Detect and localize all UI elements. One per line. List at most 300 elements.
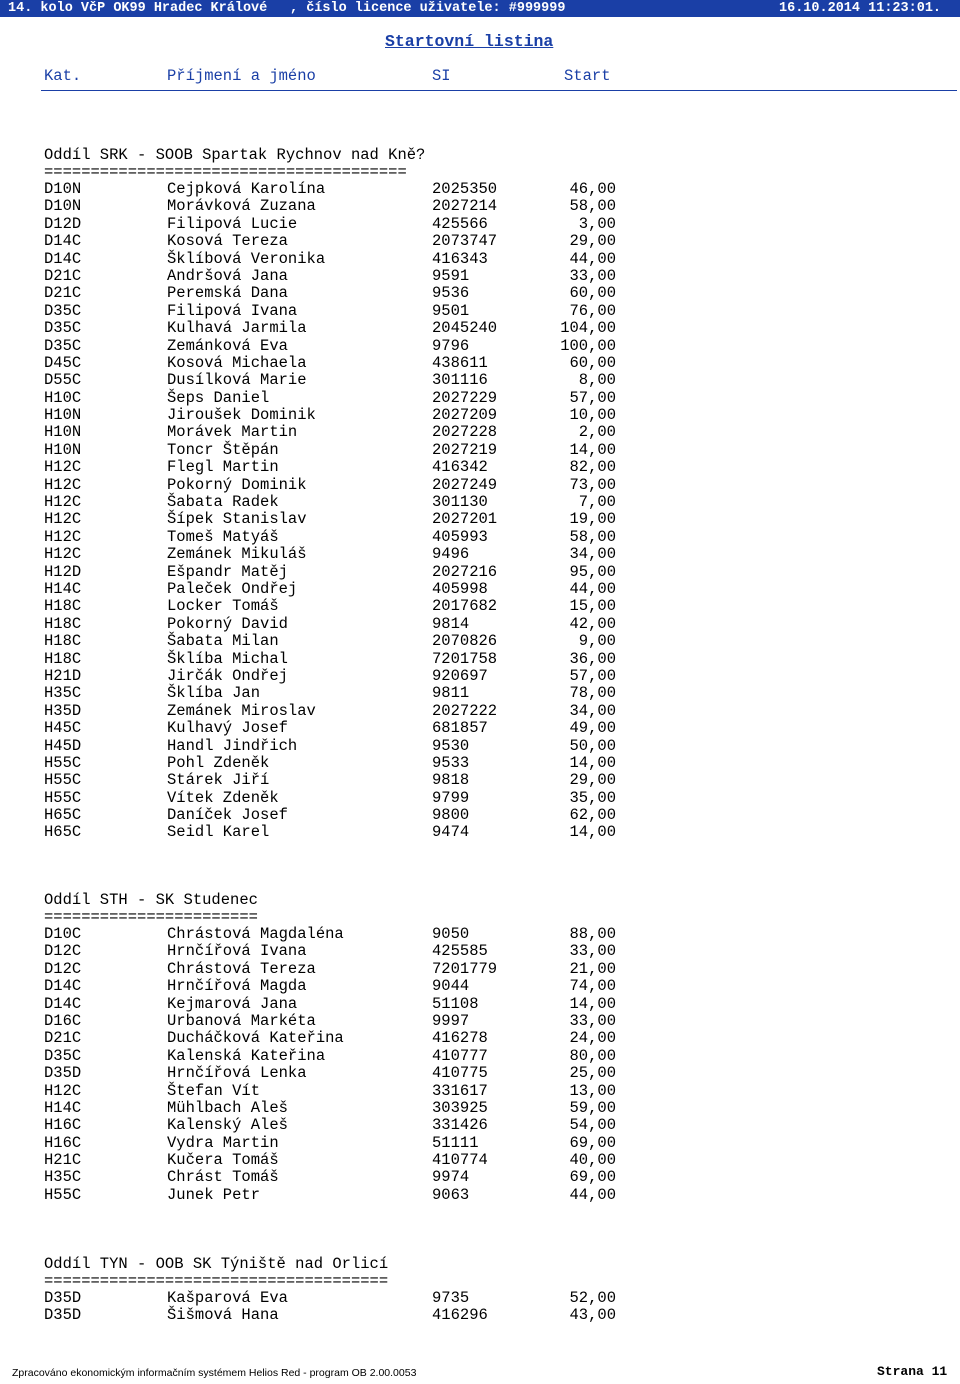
row-name: Kalenský Aleš <box>167 1116 288 1135</box>
row-start: 24,00 <box>569 1029 616 1048</box>
row-start: 14,00 <box>569 994 616 1013</box>
table-row <box>44 581 944 598</box>
section-rule: ======================================= <box>44 163 407 181</box>
table-row <box>44 755 944 772</box>
license-info: , číslo licence uživatele: #999999 <box>290 1 566 16</box>
header-divider <box>41 90 957 91</box>
row-start: 54,00 <box>569 1116 616 1135</box>
row-category: H35C <box>44 684 82 703</box>
footer-software-note: Zpracováno ekonomickým informačním systémem Helios Red - program OB 2.00.0053 <box>12 1367 417 1379</box>
row-si: 331426 <box>432 1116 488 1135</box>
row-start: 58,00 <box>569 197 616 216</box>
row-name: Tomeš Matyáš <box>167 527 279 546</box>
row-si: 2027214 <box>432 197 498 216</box>
table-row <box>44 372 944 389</box>
row-category: H14C <box>44 579 82 598</box>
row-category: D14C <box>44 249 82 268</box>
report-header-bar <box>0 0 960 17</box>
row-si: 410775 <box>432 1064 488 1083</box>
row-category: D55C <box>44 371 82 390</box>
table-row <box>44 1187 944 1204</box>
club-section <box>44 1256 944 1325</box>
table-row <box>44 320 944 337</box>
row-category: H12C <box>44 475 82 494</box>
row-start: 42,00 <box>569 614 616 633</box>
row-name: Vítek Zdeněk <box>167 788 279 807</box>
row-start: 60,00 <box>569 284 616 303</box>
row-name: Morávek Martin <box>167 423 298 442</box>
table-row <box>44 390 944 407</box>
row-name: Šišmová Hana <box>167 1306 279 1325</box>
row-si: 9591 <box>432 266 470 285</box>
table-row <box>44 546 944 563</box>
table-row <box>44 494 944 511</box>
row-category: D35D <box>44 1289 82 1307</box>
row-name: Paleček Ondřej <box>167 579 298 598</box>
row-category: H21D <box>44 666 82 685</box>
row-category: H55C <box>44 1185 82 1204</box>
row-start: 9,00 <box>578 632 616 651</box>
row-category: H45C <box>44 719 82 738</box>
row-name: Chrástová Tereza <box>167 959 316 978</box>
row-name: Chrástová Magdaléna <box>167 925 344 943</box>
row-si: 920697 <box>432 666 488 685</box>
row-start: 2,00 <box>578 423 616 442</box>
row-start: 82,00 <box>569 458 616 477</box>
row-name: Pohl Zdeněk <box>167 753 270 772</box>
row-category: D12D <box>44 214 82 233</box>
row-si: 2025350 <box>432 180 498 198</box>
club-section <box>44 147 944 842</box>
row-name: Šklíba Jan <box>167 684 261 703</box>
row-si: 303925 <box>432 1098 488 1117</box>
table-row <box>44 1065 944 1082</box>
table-row <box>44 1100 944 1117</box>
row-start: 36,00 <box>569 649 616 668</box>
page-number: Strana 11 <box>877 1364 948 1379</box>
row-name: Pokorný Dominik <box>167 475 307 494</box>
table-row <box>44 598 944 615</box>
row-start: 14,00 <box>569 753 616 772</box>
row-start: 57,00 <box>569 388 616 407</box>
row-category: H16C <box>44 1116 82 1135</box>
row-start: 60,00 <box>569 353 616 372</box>
row-si: 2027216 <box>432 562 498 581</box>
table-row <box>44 1135 944 1152</box>
row-category: H55C <box>44 771 82 790</box>
table-row <box>44 1013 944 1030</box>
row-name: Handl Jindřich <box>167 736 298 755</box>
row-name: Štefan Vít <box>167 1081 261 1100</box>
row-start: 69,00 <box>569 1133 616 1152</box>
row-si: 405993 <box>432 527 488 546</box>
row-category: D35D <box>44 1064 82 1083</box>
table-row <box>44 1048 944 1065</box>
row-name: Peremská Dana <box>167 284 288 303</box>
row-si: 9530 <box>432 736 470 755</box>
table-row <box>44 807 944 824</box>
row-si: 9063 <box>432 1185 470 1204</box>
table-row <box>44 303 944 320</box>
table-row <box>44 459 944 476</box>
row-name: Hrnčířová Ivana <box>167 942 307 961</box>
row-category: H12C <box>44 527 82 546</box>
row-si: 2017682 <box>432 597 498 616</box>
row-si: 9501 <box>432 301 470 320</box>
row-name: Ešpandr Matěj <box>167 562 288 581</box>
row-name: Vydra Martin <box>167 1133 279 1152</box>
row-si: 2045240 <box>432 319 498 338</box>
row-name: Kašparová Eva <box>167 1289 288 1307</box>
row-name: Kulhavá Jarmila <box>167 319 307 338</box>
table-row <box>44 564 944 581</box>
row-start: 62,00 <box>569 806 616 825</box>
row-name: Zemánek Miroslav <box>167 701 316 720</box>
row-category: D10C <box>44 925 82 943</box>
row-start: 43,00 <box>569 1306 616 1325</box>
row-si: 410774 <box>432 1151 488 1170</box>
row-start: 29,00 <box>569 232 616 251</box>
row-category: D16C <box>44 1011 82 1030</box>
row-si: 681857 <box>432 719 488 738</box>
table-row <box>44 407 944 424</box>
row-category: H18C <box>44 649 82 668</box>
table-row <box>44 198 944 215</box>
row-name: Cejpková Karolína <box>167 180 326 198</box>
row-start: 14,00 <box>569 823 616 842</box>
row-start: 33,00 <box>569 266 616 285</box>
column-header-category: Kat. <box>44 67 82 85</box>
row-si: 425585 <box>432 942 488 961</box>
row-category: H21C <box>44 1151 82 1170</box>
row-category: H35C <box>44 1168 82 1187</box>
table-row <box>44 285 944 302</box>
table-row <box>44 943 944 960</box>
row-name: Stárek Jiří <box>167 771 270 790</box>
row-si: 7201758 <box>432 649 498 668</box>
event-name: 14. kolo VčP OK99 Hradec Králové <box>8 1 268 16</box>
row-category: D12C <box>44 942 82 961</box>
table-row <box>44 355 944 372</box>
row-si: 331617 <box>432 1081 488 1100</box>
row-name: Kosová Tereza <box>167 232 288 251</box>
section-title: Oddíl SRK - SOOB Spartak Rychnov nad Kně? <box>44 146 426 164</box>
row-si: 9735 <box>432 1289 470 1307</box>
row-name: Šeps Daniel <box>167 388 270 407</box>
row-name: Dusílková Marie <box>167 371 307 390</box>
row-start: 104,00 <box>560 319 616 338</box>
row-name: Ducháčková Kateřina <box>167 1029 344 1048</box>
row-start: 13,00 <box>569 1081 616 1100</box>
row-name: Hrnčířová Lenka <box>167 1064 307 1083</box>
row-si: 301130 <box>432 493 488 512</box>
row-category: H12C <box>44 458 82 477</box>
row-name: Morávková Zuzana <box>167 197 316 216</box>
table-row <box>44 961 944 978</box>
table-row <box>44 996 944 1013</box>
row-category: D10N <box>44 197 82 216</box>
print-datetime: 16.10.2014 11:23:01. <box>779 1 942 16</box>
row-si: 9814 <box>432 614 470 633</box>
table-row <box>44 790 944 807</box>
row-category: D21C <box>44 266 82 285</box>
row-si: 7201779 <box>432 959 498 978</box>
row-start: 10,00 <box>569 406 616 425</box>
row-category: H18C <box>44 597 82 616</box>
row-si: 9474 <box>432 823 470 842</box>
row-name: Šabata Milan <box>167 632 279 651</box>
table-row <box>44 424 944 441</box>
row-si: 2027229 <box>432 388 498 407</box>
row-name: Toncr Štěpán <box>167 440 279 459</box>
page-title: Startovní listina <box>385 32 554 51</box>
column-header-si: SI <box>432 67 451 85</box>
row-category: H10N <box>44 406 82 425</box>
row-name: Locker Tomáš <box>167 597 279 616</box>
row-category: H18C <box>44 632 82 651</box>
row-name: Šklíbová Veronika <box>167 249 326 268</box>
row-category: D14C <box>44 977 82 996</box>
row-si: 9496 <box>432 545 470 564</box>
row-category: H12C <box>44 1081 82 1100</box>
table-row <box>44 651 944 668</box>
row-start: 88,00 <box>569 925 616 943</box>
row-start: 44,00 <box>569 249 616 268</box>
table-row <box>44 1030 944 1047</box>
row-si: 9050 <box>432 925 470 943</box>
row-name: Junek Petr <box>167 1185 261 1204</box>
row-name: Kučera Tomáš <box>167 1151 279 1170</box>
table-row <box>44 978 944 995</box>
row-name: Flegl Martin <box>167 458 279 477</box>
row-start: 40,00 <box>569 1151 616 1170</box>
row-si: 9811 <box>432 684 470 703</box>
row-si: 2027219 <box>432 440 498 459</box>
row-name: Zemánek Mikuláš <box>167 545 307 564</box>
row-name: Kejmarová Jana <box>167 994 298 1013</box>
table-row <box>44 1169 944 1186</box>
row-category: H12D <box>44 562 82 581</box>
row-name: Zemánková Eva <box>167 336 288 355</box>
row-si: 2027201 <box>432 510 498 529</box>
row-name: Šípek Stanislav <box>167 510 307 529</box>
row-si: 9796 <box>432 336 470 355</box>
row-name: Filipová Lucie <box>167 214 298 233</box>
row-start: 49,00 <box>569 719 616 738</box>
row-si: 51111 <box>432 1133 479 1152</box>
table-row <box>44 772 944 789</box>
table-row <box>44 703 944 720</box>
row-name: Urbanová Markéta <box>167 1011 316 1030</box>
row-category: D35C <box>44 1046 82 1065</box>
section-title: Oddíl STH - SK Studenec <box>44 891 258 909</box>
row-name: Chrást Tomáš <box>167 1168 279 1187</box>
row-category: H10C <box>44 388 82 407</box>
row-category: D10N <box>44 180 82 198</box>
section-rule: ======================= <box>44 908 258 926</box>
row-start: 25,00 <box>569 1064 616 1083</box>
row-start: 52,00 <box>569 1289 616 1307</box>
club-section <box>44 892 944 1204</box>
table-row <box>44 442 944 459</box>
row-category: H18C <box>44 614 82 633</box>
row-category: H12C <box>44 493 82 512</box>
row-si: 9044 <box>432 977 470 996</box>
row-si: 9799 <box>432 788 470 807</box>
row-start: 95,00 <box>569 562 616 581</box>
row-start: 34,00 <box>569 545 616 564</box>
table-row <box>44 926 944 943</box>
row-name: Kalenská Kateřina <box>167 1046 326 1065</box>
row-start: 76,00 <box>569 301 616 320</box>
row-si: 301116 <box>432 371 488 390</box>
table-row <box>44 1117 944 1134</box>
row-start: 21,00 <box>569 959 616 978</box>
row-name: Filipová Ivana <box>167 301 298 320</box>
row-name: Seidl Karel <box>167 823 270 842</box>
row-name: Kosová Michaela <box>167 353 307 372</box>
row-start: 59,00 <box>569 1098 616 1117</box>
row-si: 2027209 <box>432 406 498 425</box>
table-row <box>44 477 944 494</box>
table-row <box>44 251 944 268</box>
row-category: H10N <box>44 440 82 459</box>
row-category: H35D <box>44 701 82 720</box>
table-row <box>44 668 944 685</box>
row-start: 14,00 <box>569 440 616 459</box>
row-si: 416343 <box>432 249 488 268</box>
section-title: Oddíl TYN - OOB SK Týniště nad Orlicí <box>44 1255 389 1273</box>
row-start: 46,00 <box>569 180 616 198</box>
row-si: 2070826 <box>432 632 498 651</box>
row-si: 438611 <box>432 353 488 372</box>
row-category: D35C <box>44 319 82 338</box>
row-category: D45C <box>44 353 82 372</box>
table-row <box>44 1290 944 1307</box>
row-start: 7,00 <box>578 493 616 512</box>
row-start: 34,00 <box>569 701 616 720</box>
row-category: D35D <box>44 1306 82 1325</box>
row-category: H14C <box>44 1098 82 1117</box>
row-start: 100,00 <box>560 336 616 355</box>
column-header-name: Příjmení a jméno <box>167 67 316 85</box>
row-category: D35C <box>44 301 82 320</box>
row-start: 69,00 <box>569 1168 616 1187</box>
row-category: H55C <box>44 753 82 772</box>
table-row <box>44 633 944 650</box>
table-row <box>44 268 944 285</box>
row-si: 405998 <box>432 579 488 598</box>
row-si: 416278 <box>432 1029 488 1048</box>
section-rule: ===================================== <box>44 1272 389 1290</box>
table-row <box>44 338 944 355</box>
row-start: 78,00 <box>569 684 616 703</box>
table-row <box>44 720 944 737</box>
row-si: 9536 <box>432 284 470 303</box>
row-name: Mühlbach Aleš <box>167 1098 288 1117</box>
table-row <box>44 1083 944 1100</box>
row-name: Šabata Radek <box>167 493 279 512</box>
row-start: 33,00 <box>569 1011 616 1030</box>
row-name: Andršová Jana <box>167 266 288 285</box>
row-si: 416296 <box>432 1306 488 1325</box>
row-category: D14C <box>44 232 82 251</box>
row-start: 8,00 <box>578 371 616 390</box>
row-start: 15,00 <box>569 597 616 616</box>
row-start: 35,00 <box>569 788 616 807</box>
table-row <box>44 529 944 546</box>
row-name: Jirčák Ondřej <box>167 666 288 685</box>
row-name: Pokorný David <box>167 614 288 633</box>
row-si: 51108 <box>432 994 479 1013</box>
row-category: H65C <box>44 823 82 842</box>
table-row <box>44 616 944 633</box>
row-start: 74,00 <box>569 977 616 996</box>
row-si: 410777 <box>432 1046 488 1065</box>
row-category: H65C <box>44 806 82 825</box>
table-row <box>44 233 944 250</box>
row-start: 80,00 <box>569 1046 616 1065</box>
row-si: 9997 <box>432 1011 470 1030</box>
row-si: 9800 <box>432 806 470 825</box>
row-start: 29,00 <box>569 771 616 790</box>
row-start: 33,00 <box>569 942 616 961</box>
row-category: H12C <box>44 510 82 529</box>
row-si: 9818 <box>432 771 470 790</box>
row-category: D14C <box>44 994 82 1013</box>
row-category: H16C <box>44 1133 82 1152</box>
row-category: H10N <box>44 423 82 442</box>
table-row <box>44 1152 944 1169</box>
table-row <box>44 685 944 702</box>
row-category: H45D <box>44 736 82 755</box>
row-si: 2027222 <box>432 701 498 720</box>
table-row <box>44 824 944 841</box>
row-si: 9533 <box>432 753 470 772</box>
table-row <box>44 1307 944 1324</box>
row-category: H12C <box>44 545 82 564</box>
row-start: 44,00 <box>569 1185 616 1204</box>
row-si: 425566 <box>432 214 488 233</box>
row-category: H55C <box>44 788 82 807</box>
row-category: D35C <box>44 336 82 355</box>
row-si: 416342 <box>432 458 488 477</box>
row-name: Jiroušek Dominik <box>167 406 316 425</box>
column-header-start: Start <box>564 67 611 85</box>
row-name: Kulhavý Josef <box>167 719 288 738</box>
row-start: 50,00 <box>569 736 616 755</box>
row-start: 44,00 <box>569 579 616 598</box>
row-start: 3,00 <box>578 214 616 233</box>
row-si: 9974 <box>432 1168 470 1187</box>
row-category: D21C <box>44 1029 82 1048</box>
row-start: 19,00 <box>569 510 616 529</box>
row-start: 73,00 <box>569 475 616 494</box>
table-row <box>44 738 944 755</box>
row-si: 2073747 <box>432 232 498 251</box>
row-name: Hrnčířová Magda <box>167 977 307 996</box>
table-row <box>44 181 944 198</box>
row-name: Šklíba Michal <box>167 649 288 668</box>
row-si: 2027228 <box>432 423 498 442</box>
row-start: 57,00 <box>569 666 616 685</box>
table-row <box>44 511 944 528</box>
row-si: 2027249 <box>432 475 498 494</box>
row-category: D21C <box>44 284 82 303</box>
row-category: D12C <box>44 959 82 978</box>
row-name: Daníček Josef <box>167 806 288 825</box>
row-start: 58,00 <box>569 527 616 546</box>
